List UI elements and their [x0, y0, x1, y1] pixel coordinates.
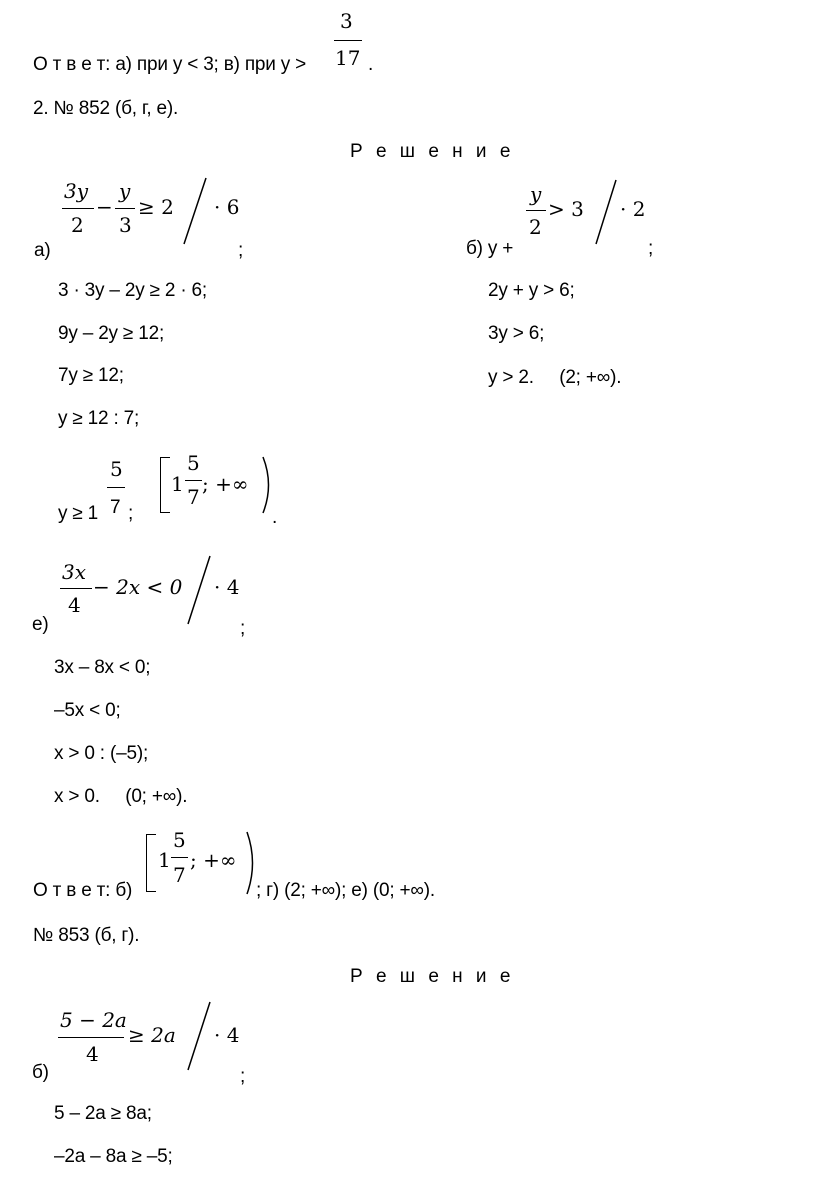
step-line: –2a – 8a ≥ –5; [54, 1146, 173, 1167]
step-line: –5x < 0; [54, 700, 121, 721]
part-label: б) y + [466, 238, 514, 259]
step-line: 9y – 2y ≥ 12; [58, 323, 165, 344]
step-line: 7y ≥ 12; [58, 365, 124, 386]
fraction-numerator: 5 [173, 828, 186, 852]
fraction-numerator: 5 [110, 457, 123, 481]
problem-number-852: 2. № 852 (б, г, е). [33, 98, 179, 119]
fraction-numerator: 3y [64, 179, 89, 203]
step-line: 3x – 8x < 0; [54, 657, 151, 678]
step-line: 3y > 6; [488, 323, 545, 344]
semicolon: ; [648, 238, 654, 259]
fraction-bar [60, 588, 92, 589]
solution-heading: Р е ш е н и е [350, 141, 515, 162]
semicolon: ; [240, 618, 246, 639]
step-line: x > 0 : (–5); [54, 743, 149, 764]
multiply-slash [592, 178, 622, 246]
fraction-denominator: 7 [187, 485, 200, 509]
step-line: 5 – 2a ≥ 8a; [54, 1103, 152, 1124]
part-label: а) [34, 240, 51, 261]
minus-sign: − [96, 195, 113, 219]
multiply-slash [184, 1000, 214, 1072]
left-bracket [160, 457, 170, 513]
semicolon: ; [128, 503, 134, 524]
fraction-numerator: 3 [340, 9, 353, 33]
fraction-bar [58, 1037, 124, 1038]
multiplier: · 4 [214, 575, 240, 599]
fraction-numerator: 3x [62, 560, 87, 584]
fraction-denominator: 2 [71, 213, 84, 237]
fraction-bar [115, 208, 135, 209]
answer-text: О т в е т: б) [33, 880, 133, 901]
fraction-numerator: y [530, 182, 542, 206]
fraction-denominator: 7 [173, 863, 186, 887]
inequality-rhs: ≥ 2 [138, 195, 174, 219]
fraction-bar [62, 208, 94, 209]
step-line: y ≥ 1 [58, 503, 99, 524]
fraction-bar [334, 40, 362, 41]
multiplier: · 2 [620, 197, 646, 221]
fraction-denominator: 7 [110, 497, 121, 518]
fraction-denominator: 4 [68, 593, 81, 617]
part-label: е) [32, 614, 49, 635]
fraction-numerator: 5 [187, 451, 200, 475]
step-line: y > 2. (2; +∞). [488, 367, 622, 388]
answer-period: . [368, 54, 374, 75]
part-label: б) [32, 1062, 49, 1083]
answer-text: О т в е т: а) при y < 3; в) при y > [33, 54, 312, 75]
inequality-rhs: ≥ 2a [128, 1023, 176, 1047]
fraction-denominator: 3 [119, 213, 132, 237]
semicolon: ; [238, 240, 244, 261]
multiplier: · 4 [214, 1023, 240, 1047]
fraction-numerator: 5 − 2a [60, 1008, 127, 1032]
step-line: 2y + y > 6; [488, 280, 575, 301]
left-bracket [146, 834, 156, 892]
fraction-denominator: 2 [529, 215, 542, 239]
multiply-slash [184, 554, 214, 626]
fraction-bar [171, 857, 188, 858]
semicolon: ; [240, 1066, 246, 1087]
inequality-rhs: > 3 [548, 197, 584, 221]
multiplier: · 6 [214, 195, 240, 219]
interval-whole: 1 [158, 848, 171, 872]
interval-whole: 1 [171, 472, 184, 496]
fraction-bar [185, 480, 202, 481]
interval-rest: ; +∞ [202, 472, 249, 496]
step-line: 3 · 3y – 2y ≥ 2 · 6; [58, 280, 207, 301]
right-paren [260, 455, 276, 515]
fraction-bar [526, 210, 546, 211]
multiply-slash [180, 176, 210, 246]
expression-rest: − 2x < 0 [93, 575, 183, 599]
fraction-denominator: 17 [335, 46, 361, 70]
problem-number-853: № 853 (б, г). [33, 925, 140, 946]
period: . [272, 507, 278, 528]
interval-rest: ; +∞ [190, 848, 237, 872]
solution-heading: Р е ш е н и е [350, 966, 515, 987]
answer-rest: ; г) (2; +∞); е) (0; +∞). [256, 880, 435, 901]
step-line: x > 0. (0; +∞). [54, 786, 188, 807]
fraction-numerator: y [119, 179, 131, 203]
fraction-bar [107, 487, 125, 488]
step-line: y ≥ 12 : 7; [58, 408, 140, 429]
fraction-denominator: 4 [86, 1042, 99, 1066]
